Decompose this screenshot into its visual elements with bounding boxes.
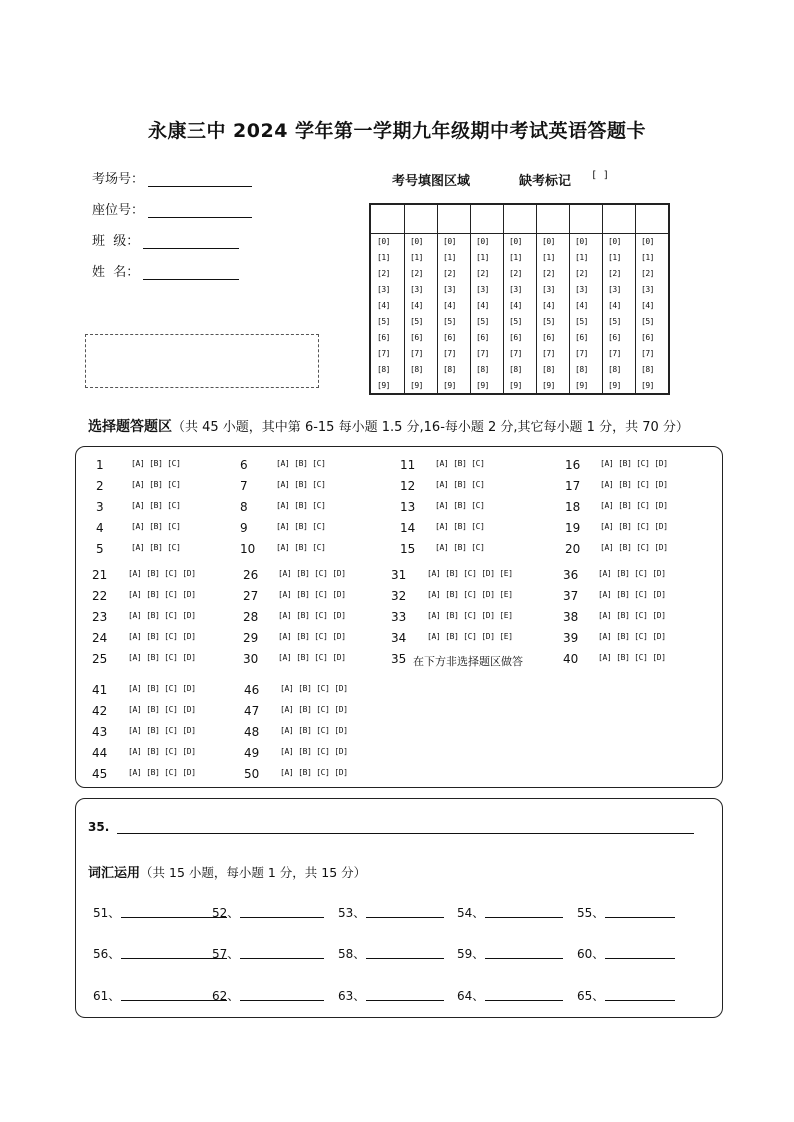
question-number: 39	[563, 631, 579, 645]
id-digit-bubble[interactable]: [0]	[509, 237, 522, 246]
question-number: 29	[243, 631, 259, 645]
id-area-label: 考号填图区域	[392, 174, 471, 189]
exam-room-label: 考场号：	[92, 172, 145, 187]
question-number: 3	[96, 500, 104, 514]
id-digit-bubble[interactable]: [0]	[542, 237, 555, 246]
exam-room-field[interactable]	[92, 168, 252, 187]
class-line[interactable]	[143, 234, 239, 249]
id-digit-bubble[interactable]: [2]	[443, 269, 456, 278]
answer-options[interactable]: [A] [B] [C]	[435, 480, 485, 489]
question-number: 19	[565, 521, 581, 535]
answer-options[interactable]: [A] [B] [C] [D]	[280, 684, 348, 693]
answer-options[interactable]: [A] [B] [C] [D]	[128, 684, 196, 693]
id-digit-bubble[interactable]: [7]	[476, 349, 489, 358]
question-number: 35	[391, 652, 407, 666]
question-number: 47	[244, 704, 260, 718]
answer-options[interactable]: [A] [B] [C] [D]	[598, 611, 666, 620]
question-number: 11	[400, 458, 416, 472]
absent-mark-box[interactable]: [ ]	[591, 170, 610, 181]
id-write-cell[interactable]	[439, 207, 468, 231]
id-write-cell[interactable]	[604, 207, 633, 231]
id-digit-bubble[interactable]: [4]	[542, 301, 555, 310]
vocab-answer-line[interactable]	[485, 958, 563, 959]
id-digit-bubble[interactable]: [7]	[608, 349, 621, 358]
id-digit-bubble[interactable]: [6]	[377, 333, 390, 342]
vocab-number: 61、	[93, 989, 121, 1003]
answer-options[interactable]: [A] [B] [C] [D]	[278, 632, 346, 641]
question-number: 34	[391, 631, 407, 645]
question-number: 49	[244, 746, 260, 760]
page-title: 永康三中 2024 学年第一学期九年级期中考试英语答题卡	[147, 120, 647, 142]
vocab-number: 58、	[338, 947, 366, 961]
id-digit-bubble[interactable]: [2]	[509, 269, 522, 278]
vocab-number: 57、	[212, 947, 240, 961]
id-digit-bubble[interactable]: [4]	[476, 301, 489, 310]
id-digit-bubble[interactable]: [6]	[641, 333, 654, 342]
answer-options[interactable]: [A] [B] [C] [D]	[278, 653, 346, 662]
grid-header-divider	[371, 233, 668, 234]
question-number: 45	[92, 767, 108, 781]
id-digit-bubble[interactable]: [3]	[641, 285, 654, 294]
answer-options[interactable]: [A] [B] [C] [D]	[598, 569, 666, 578]
question-number: 50	[244, 767, 260, 781]
answer-options[interactable]: [A] [B] [C] [D]	[128, 590, 196, 599]
answer-options[interactable]: [A] [B] [C]	[276, 501, 326, 510]
question-number: 32	[391, 589, 407, 603]
absent-mark-label: 缺考标记	[519, 174, 572, 189]
answer-options[interactable]: [A] [B] [C]	[276, 459, 326, 468]
seat-number-label: 座位号：	[92, 203, 145, 218]
id-digit-bubble[interactable]: [4]	[575, 301, 588, 310]
id-digit-bubble[interactable]: [8]	[443, 365, 456, 374]
id-write-cell[interactable]	[538, 207, 567, 231]
id-digit-bubble[interactable]: [7]	[575, 349, 588, 358]
question-number: 43	[92, 725, 108, 739]
question-number: 4	[96, 521, 104, 535]
answer-options[interactable]: [A] [B] [C] [D]	[278, 590, 346, 599]
answer-options[interactable]: [A] [B] [C] [D]	[598, 653, 666, 662]
id-digit-bubble[interactable]: [0]	[575, 237, 588, 246]
id-digit-bubble[interactable]: [3]	[476, 285, 489, 294]
id-digit-bubble[interactable]: [4]	[443, 301, 456, 310]
id-digit-bubble[interactable]: [5]	[641, 317, 654, 326]
answer-options[interactable]: [A] [B] [C]	[276, 543, 326, 552]
question-number: 12	[400, 479, 416, 493]
id-digit-bubble[interactable]: [5]	[509, 317, 522, 326]
id-digit-bubble[interactable]: [3]	[377, 285, 390, 294]
exam-room-line[interactable]	[148, 172, 252, 187]
question-number: 36	[563, 568, 579, 582]
q35-label: 35.	[88, 820, 110, 834]
vocab-answer-line[interactable]	[240, 917, 324, 918]
answer-options[interactable]: [A] [B] [C] [D]	[128, 569, 196, 578]
id-digit-bubble[interactable]: [2]	[608, 269, 621, 278]
answer-options[interactable]: [A] [B] [C] [D] [E]	[427, 590, 513, 599]
id-digit-bubble[interactable]: [1]	[410, 253, 423, 262]
vocab-answer-line[interactable]	[240, 1000, 324, 1001]
id-digit-bubble[interactable]: [9]	[377, 381, 390, 390]
id-digit-bubble[interactable]: [0]	[443, 237, 456, 246]
question-number: 6	[240, 458, 248, 472]
question-number: 33	[391, 610, 407, 624]
question-number: 42	[92, 704, 108, 718]
id-digit-bubble[interactable]: [3]	[509, 285, 522, 294]
question-number: 40	[563, 652, 579, 666]
id-digit-bubble[interactable]: [2]	[542, 269, 555, 278]
id-digit-bubble[interactable]: [9]	[608, 381, 621, 390]
vocab-number: 62、	[212, 989, 240, 1003]
id-digit-bubble[interactable]: [9]	[509, 381, 522, 390]
answer-options[interactable]: [A] [B] [C]	[276, 522, 326, 531]
id-digit-bubble[interactable]: [0]	[476, 237, 489, 246]
question-number: 20	[565, 542, 581, 556]
id-digit-bubble[interactable]: [4]	[410, 301, 423, 310]
id-digit-bubble[interactable]: [8]	[509, 365, 522, 374]
vocab-number: 64、	[457, 989, 485, 1003]
id-write-cell[interactable]	[571, 207, 600, 231]
id-digit-bubble[interactable]: [6]	[608, 333, 621, 342]
answer-options[interactable]: [A] [B] [C] [D]	[278, 611, 346, 620]
id-bubble-grid	[369, 203, 670, 395]
id-digit-bubble[interactable]: [1]	[476, 253, 489, 262]
id-digit-bubble[interactable]: [9]	[443, 381, 456, 390]
question-number: 5	[96, 542, 104, 556]
answer-options[interactable]: [A] [B] [C]	[131, 480, 181, 489]
vocab-section-title	[88, 862, 366, 881]
name-line[interactable]	[143, 265, 239, 280]
id-digit-bubble[interactable]: [7]	[641, 349, 654, 358]
vocab-answer-line[interactable]	[605, 1000, 675, 1001]
answer-options[interactable]: [A] [B] [C]	[435, 459, 485, 468]
id-digit-bubble[interactable]: [0]	[608, 237, 621, 246]
question-number: 44	[92, 746, 108, 760]
id-digit-bubble[interactable]: [2]	[641, 269, 654, 278]
id-digit-bubble[interactable]: [5]	[542, 317, 555, 326]
question-number: 13	[400, 500, 416, 514]
id-digit-bubble[interactable]: [9]	[542, 381, 555, 390]
id-digit-bubble[interactable]: [8]	[476, 365, 489, 374]
id-digit-bubble[interactable]: [4]	[641, 301, 654, 310]
id-write-cell[interactable]	[637, 207, 666, 231]
id-digit-bubble[interactable]: [6]	[443, 333, 456, 342]
id-digit-bubble[interactable]: [8]	[575, 365, 588, 374]
id-digit-bubble[interactable]: [6]	[542, 333, 555, 342]
id-digit-bubble[interactable]: [0]	[377, 237, 390, 246]
id-digit-bubble[interactable]: [9]	[410, 381, 423, 390]
question-number: 17	[565, 479, 581, 493]
id-write-cell[interactable]	[505, 207, 534, 231]
question-number: 38	[563, 610, 579, 624]
answer-options[interactable]: [A] [B] [C] [D]	[280, 768, 348, 777]
id-digit-bubble[interactable]: [7]	[542, 349, 555, 358]
id-digit-bubble[interactable]: [5]	[476, 317, 489, 326]
question-number: 27	[243, 589, 259, 603]
answer-options[interactable]: [A] [B] [C] [D]	[128, 768, 196, 777]
question-number: 48	[244, 725, 260, 739]
question-number: 21	[92, 568, 108, 582]
vocab-number: 54、	[457, 906, 485, 920]
answer-options[interactable]: [A] [B] [C]	[435, 522, 485, 531]
id-digit-bubble[interactable]: [6]	[575, 333, 588, 342]
vocab-number: 53、	[338, 906, 366, 920]
class-field[interactable]	[92, 230, 239, 249]
vocab-answer-line[interactable]	[485, 1000, 563, 1001]
id-digit-bubble[interactable]: [8]	[410, 365, 423, 374]
name-label: 姓 名：	[92, 265, 140, 280]
written-answer-panel	[75, 798, 723, 1018]
answer-options[interactable]: [A] [B] [C] [D]	[600, 480, 668, 489]
id-digit-bubble[interactable]: [5]	[575, 317, 588, 326]
answer-options[interactable]: [A] [B] [C] [D]	[128, 611, 196, 620]
id-digit-bubble[interactable]: [2]	[476, 269, 489, 278]
vocab-number: 51、	[93, 906, 121, 920]
answer-options[interactable]: [A] [B] [C]	[435, 543, 485, 552]
id-digit-bubble[interactable]: [8]	[542, 365, 555, 374]
answer-options[interactable]: [A] [B] [C] [D] [E]	[427, 632, 513, 641]
answer-options[interactable]: [A] [B] [C] [D]	[278, 569, 346, 578]
vocab-number: 60、	[577, 947, 605, 961]
question-number: 30	[243, 652, 259, 666]
mcq-section-heading: 选择题答题区	[88, 419, 172, 435]
vocab-answer-line[interactable]	[240, 958, 324, 959]
mcq-section-note: （共 45 小题，其中第 6-15 每小题 1.5 分,16-每小题 2 分,其它每小题 1 分，共 70 分）	[172, 420, 689, 435]
answer-options[interactable]: [A] [B] [C] [D]	[600, 501, 668, 510]
answer-options[interactable]: [A] [B] [C] [D]	[598, 632, 666, 641]
id-digit-bubble[interactable]: [8]	[608, 365, 621, 374]
id-digit-bubble[interactable]: [7]	[509, 349, 522, 358]
id-digit-bubble[interactable]: [2]	[410, 269, 423, 278]
vocab-answer-line[interactable]	[366, 917, 444, 918]
question-number: 25	[92, 652, 108, 666]
seat-number-field[interactable]	[92, 199, 252, 218]
question-number: 14	[400, 521, 416, 535]
id-digit-bubble[interactable]: [3]	[410, 285, 423, 294]
answer-options[interactable]: [A] [B] [C]	[131, 522, 181, 531]
id-digit-bubble[interactable]: [1]	[509, 253, 522, 262]
id-digit-bubble[interactable]: [4]	[509, 301, 522, 310]
question-number: 18	[565, 500, 581, 514]
answer-options[interactable]: [A] [B] [C] [D]	[280, 705, 348, 714]
question-number: 22	[92, 589, 108, 603]
answer-options[interactable]: [A] [B] [C] [D]	[600, 522, 668, 531]
vocab-answer-line[interactable]	[366, 1000, 444, 1001]
question-number: 46	[244, 683, 260, 697]
seat-number-line[interactable]	[148, 203, 252, 218]
class-label: 班 级：	[92, 234, 140, 249]
id-digit-bubble[interactable]: [9]	[575, 381, 588, 390]
vocab-answer-line[interactable]	[605, 958, 675, 959]
id-digit-bubble[interactable]: [9]	[476, 381, 489, 390]
id-digit-bubble[interactable]: [8]	[377, 365, 390, 374]
answer-options[interactable]: [A] [B] [C] [D] [E]	[427, 611, 513, 620]
id-digit-bubble[interactable]: [1]	[575, 253, 588, 262]
question-number: 26	[243, 568, 259, 582]
question-number: 23	[92, 610, 108, 624]
id-digit-bubble[interactable]: [4]	[377, 301, 390, 310]
answer-options[interactable]: [A] [B] [C] [D]	[598, 590, 666, 599]
id-digit-bubble[interactable]: [3]	[575, 285, 588, 294]
id-digit-bubble[interactable]: [0]	[641, 237, 654, 246]
answer-options[interactable]: [A] [B] [C]	[131, 501, 181, 510]
answer-options[interactable]: [A] [B] [C]	[276, 480, 326, 489]
answer-options[interactable]: [A] [B] [C]	[131, 543, 181, 552]
id-digit-bubble[interactable]: [5]	[410, 317, 423, 326]
question-number: 7	[240, 479, 248, 493]
answer-options[interactable]: [A] [B] [C] [D]	[600, 543, 668, 552]
barcode-area	[85, 334, 319, 388]
id-digit-bubble[interactable]: [2]	[575, 269, 588, 278]
id-digit-bubble[interactable]: [9]	[641, 381, 654, 390]
id-digit-bubble[interactable]: [7]	[377, 349, 390, 358]
id-write-cell[interactable]	[406, 207, 435, 231]
id-digit-bubble[interactable]: [0]	[410, 237, 423, 246]
id-write-cell[interactable]	[472, 207, 501, 231]
vocab-heading: 词汇运用	[88, 866, 141, 881]
vocab-number: 52、	[212, 906, 240, 920]
id-digit-bubble[interactable]: [7]	[410, 349, 423, 358]
answer-options[interactable]: [A] [B] [C] [D] [E]	[427, 569, 513, 578]
question-number: 9	[240, 521, 248, 535]
answer-options[interactable]: [A] [B] [C]	[131, 459, 181, 468]
vocab-answer-line[interactable]	[605, 917, 675, 918]
q35-note: 在下方非选择题区做答	[413, 655, 523, 668]
question-number: 15	[400, 542, 416, 556]
question-number: 2	[96, 479, 104, 493]
vocab-answer-line[interactable]	[366, 958, 444, 959]
question-number: 24	[92, 631, 108, 645]
question-number: 37	[563, 589, 579, 603]
id-digit-bubble[interactable]: [3]	[542, 285, 555, 294]
id-digit-bubble[interactable]: [5]	[608, 317, 621, 326]
question-number: 8	[240, 500, 248, 514]
id-digit-bubble[interactable]: [1]	[443, 253, 456, 262]
answer-options[interactable]: [A] [B] [C] [D]	[600, 459, 668, 468]
answer-options[interactable]: [A] [B] [C] [D]	[280, 726, 348, 735]
id-digit-bubble[interactable]: [5]	[377, 317, 390, 326]
answer-options[interactable]: [A] [B] [C] [D]	[280, 747, 348, 756]
name-field[interactable]	[92, 261, 239, 280]
id-digit-bubble[interactable]: [1]	[641, 253, 654, 262]
id-digit-bubble[interactable]: [3]	[443, 285, 456, 294]
id-digit-bubble[interactable]: [2]	[377, 269, 390, 278]
id-digit-bubble[interactable]: [7]	[443, 349, 456, 358]
answer-options[interactable]: [A] [B] [C] [D]	[128, 653, 196, 662]
vocab-number: 56、	[93, 947, 121, 961]
vocab-number: 55、	[577, 906, 605, 920]
id-digit-bubble[interactable]: [1]	[542, 253, 555, 262]
vocab-answer-line[interactable]	[485, 917, 563, 918]
id-digit-bubble[interactable]: [4]	[608, 301, 621, 310]
id-digit-bubble[interactable]: [6]	[509, 333, 522, 342]
id-digit-bubble[interactable]: [1]	[377, 253, 390, 262]
id-digit-bubble[interactable]: [5]	[443, 317, 456, 326]
question-number: 16	[565, 458, 581, 472]
question-number: 10	[240, 542, 256, 556]
mcq-section-title	[88, 416, 689, 436]
id-write-cell[interactable]	[373, 207, 402, 231]
id-digit-bubble[interactable]: [1]	[608, 253, 621, 262]
question-number: 41	[92, 683, 108, 697]
vocab-note: （共 15 小题，每小题 1 分，共 15 分）	[140, 865, 367, 880]
vocab-number: 65、	[577, 989, 605, 1003]
answer-options[interactable]: [A] [B] [C] [D]	[128, 726, 196, 735]
answer-options[interactable]: [A] [B] [C] [D]	[128, 747, 196, 756]
answer-options[interactable]: [A] [B] [C]	[435, 501, 485, 510]
answer-options[interactable]: [A] [B] [C] [D]	[128, 705, 196, 714]
id-digit-bubble[interactable]: [8]	[641, 365, 654, 374]
vocab-number: 59、	[457, 947, 485, 961]
q35-answer-line[interactable]	[117, 833, 694, 834]
question-number: 1	[96, 458, 104, 472]
question-number: 31	[391, 568, 407, 582]
id-digit-bubble[interactable]: [3]	[608, 285, 621, 294]
question-number: 28	[243, 610, 259, 624]
id-digit-bubble[interactable]: [6]	[476, 333, 489, 342]
answer-options[interactable]: [A] [B] [C] [D]	[128, 632, 196, 641]
id-digit-bubble[interactable]: [6]	[410, 333, 423, 342]
vocab-number: 63、	[338, 989, 366, 1003]
